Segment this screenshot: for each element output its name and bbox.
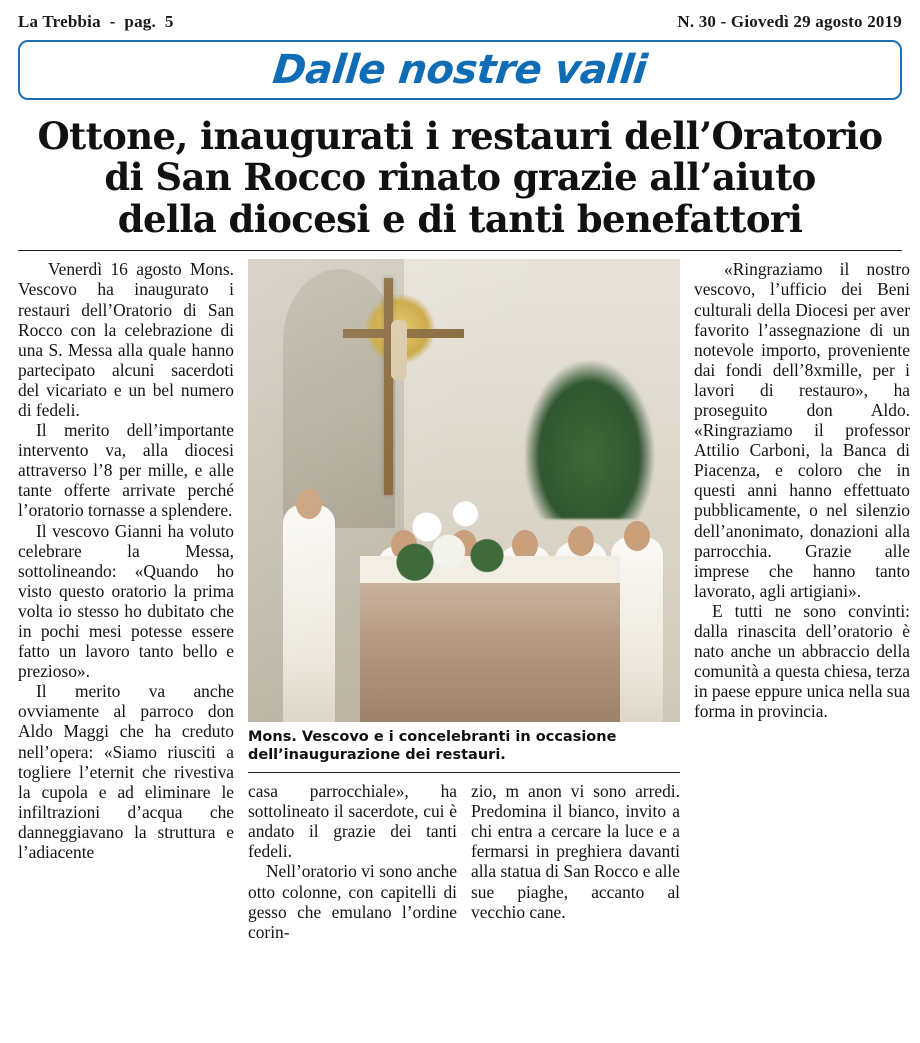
column-right [694,259,910,942]
masthead [14,0,906,38]
photo-glare [248,259,680,722]
article-headline [20,116,900,240]
headline-line-2: di San Rocco rinato grazie all’aiuto [104,155,816,200]
paragraph: Il merito va anche ovviamente al parroco don Aldo Maggi che ha creduto nell’opera: «Siamo riusciti a togliere l’eternit che rivestiva la cupola e ad eliminare le infiltrazioni d’acqua che danneggiavano la struttura e l’adiacente [18,681,234,863]
masthead-left: La Trebbia - pag. 5 [18,12,174,31]
masthead-right: N. 30 - Giovedì 29 agosto 2019 [677,12,902,31]
paragraph: Il merito dell’importante intervento va, alla diocesi attraverso l’8 per mille, e alle tante offerte arrivate perché l’oratorio tornasse a splendere. [18,420,234,521]
column-center-right [471,781,680,942]
caption-divider [248,772,680,773]
headline-line-3: della diocesi e di tanti benefattori [117,196,803,241]
paragraph: Il vescovo Gianni ha voluto celebrare la Messa, sottolineando: «Quando ho visto questo oratorio la prima volta io stesso ho dubitato che in pochi mesi potesse essere fatto un lavoro tanto bello e prezioso». [18,520,234,682]
paragraph: «Ringraziamo il nostro vescovo, l’ufficio dei Beni culturali della Diocesi per aver favorito l’assegnazione di un notevole importo, proveniente dai fondi dell’8xmille, per i lavori di restauro», ha proseguito don Aldo. «Ringraziamo il professor Attilio Carboni, la Banca di Piacenza, e coloro che in questi anni hanno effettuato pubblicamente, o nel silenzio dell’anonimato, donazioni alla parrocchia. Grazie alle imprese che hanno tanto lavorato, agli artigiani». [694,259,910,601]
headline-line-1: Ottone, inaugurati i restauri dell’Oratorio [37,114,883,158]
headline-divider [18,250,902,251]
paragraph: Venerdì 16 agosto Mons. Vescovo ha inaugurato i restauri dell’Oratorio di San Rocco con la celebrazione di una S. Messa alla quale hanno partecipato alcuni sacerdoti del vicariato e un bel numero di fedeli. [18,259,234,420]
photo-block [248,259,680,773]
article-photo [248,259,680,722]
section-banner [18,40,902,100]
paragraph: Nell’oratorio vi sono anche otto colonne, con capitelli di gesso che emulano l’ordine corin- [248,861,457,942]
article-columns [14,259,910,942]
column-left [18,259,234,942]
paragraph: casa parrocchiale», ha sottolineato il sacerdote, cui è andato il grazie dei tanti fedeli. [248,781,457,862]
center-bottom-columns [248,781,680,942]
photo-caption: Mons. Vescovo e i concelebranti in occasione dell’inaugurazione dei restauri. [248,729,617,763]
column-center-left [248,781,457,942]
paragraph: E tutti ne sono convinti: dalla rinascita dell’oratorio è nato anche un abbraccio della comunità a questa chiesa, terza in paese eppure unica nella sua forma in provincia. [694,600,910,722]
column-center [248,259,680,942]
paragraph: zio, m anon vi sono arredi. Predomina il bianco, invito a chi entra a cercare la luce e a fermarsi in preghiera davanti alla statua di San Rocco e alle sue piaghe, accanto al vecchio cane. [471,781,680,922]
section-banner-title: Dalle nostre valli [270,47,650,93]
